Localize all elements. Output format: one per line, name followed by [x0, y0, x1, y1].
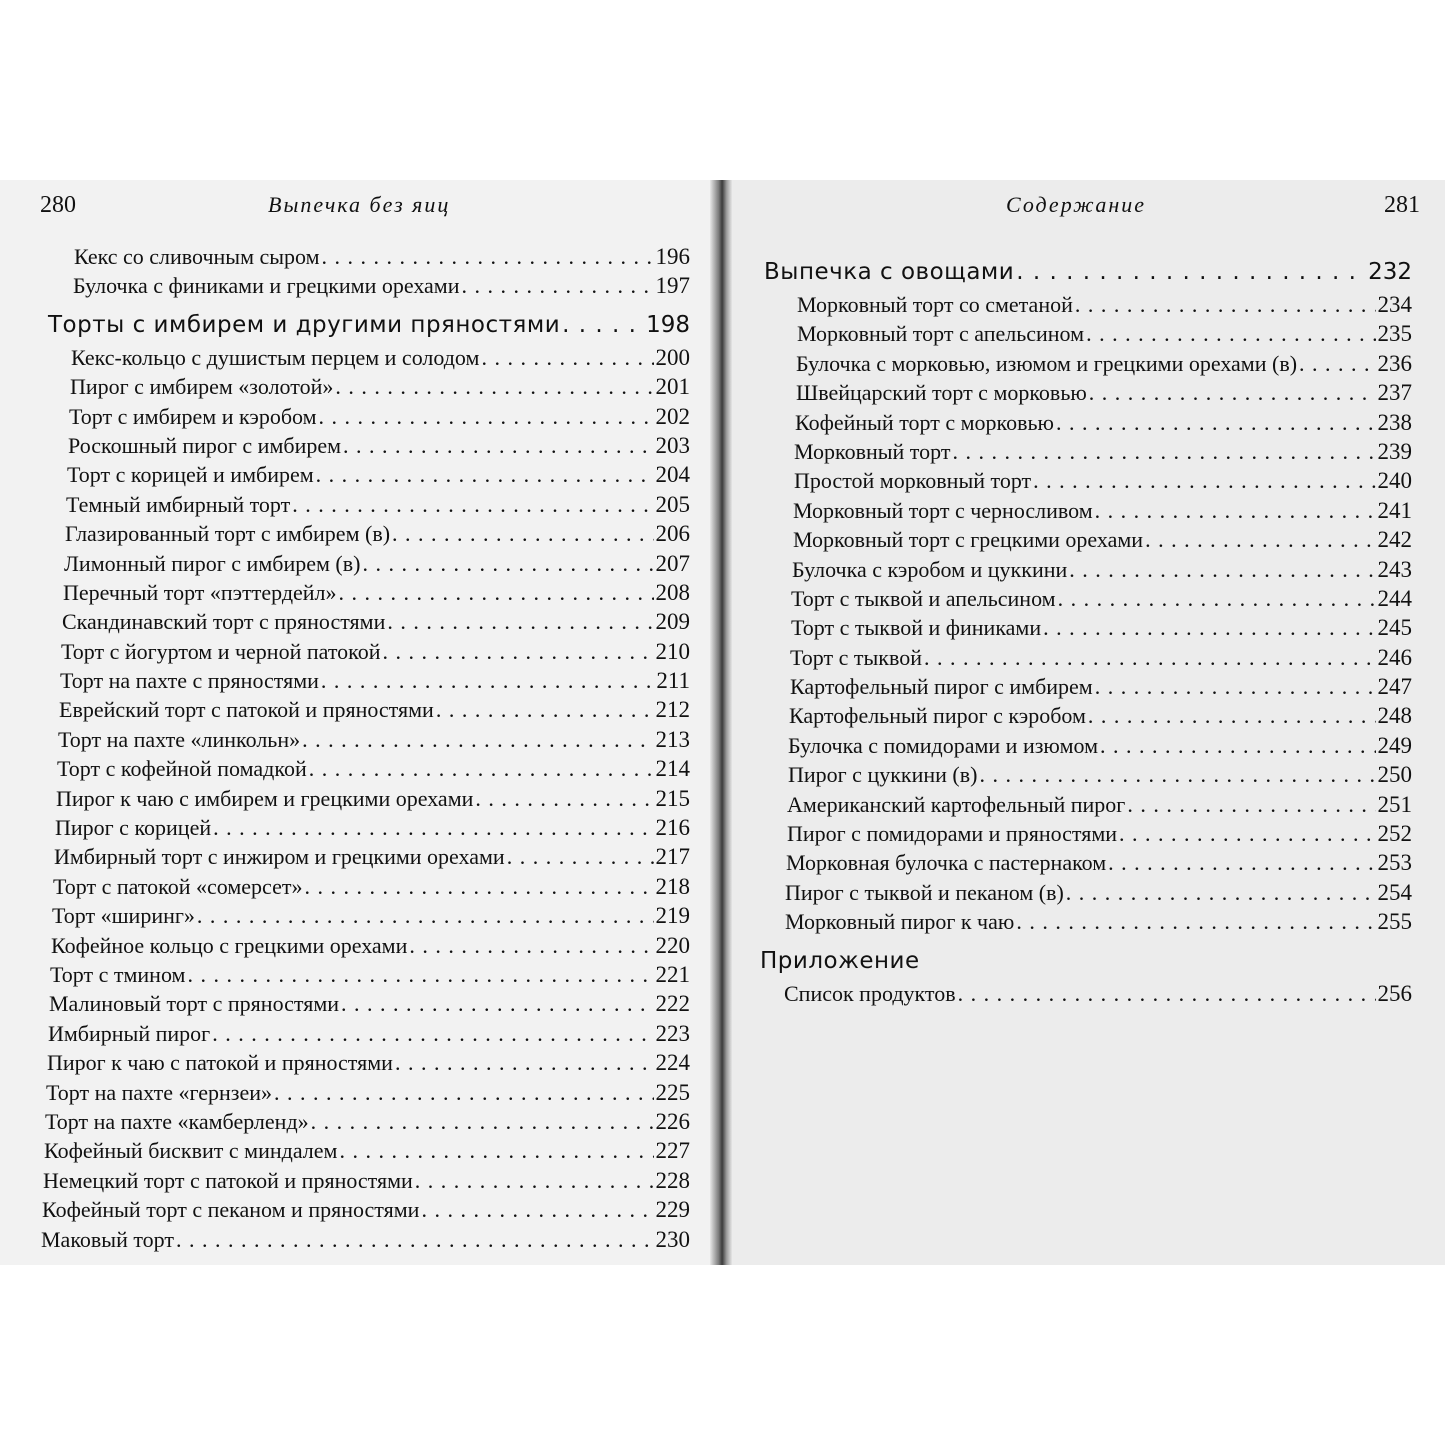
toc-entry [760, 408, 1412, 437]
toc-leader-dots [309, 754, 654, 783]
toc-leader-dots [1089, 378, 1376, 407]
toc-entry [0, 931, 690, 960]
toc-page-number: 248 [1377, 703, 1412, 729]
toc-page-number: 226 [655, 1108, 690, 1134]
toc-entry-title: Американский картофельный пирог [787, 791, 1126, 817]
toc-entry-title: Список продуктов [784, 980, 956, 1006]
toc-entry [760, 466, 1412, 495]
toc-leader-dots [212, 1019, 653, 1048]
toc-entry [0, 1195, 690, 1224]
toc-leader-dots [1058, 584, 1376, 613]
toc-entry [760, 613, 1412, 642]
toc-entry-title: Малиновый торт с пряностями [49, 991, 340, 1017]
toc-entry [0, 872, 690, 901]
toc-page-number: 204 [655, 462, 690, 488]
toc-page-number: 253 [1377, 850, 1412, 876]
toc-leader-dots [339, 1136, 653, 1165]
toc-entry [0, 1078, 690, 1107]
toc-entry [0, 431, 690, 460]
toc-leader-dots [362, 549, 653, 578]
toc-entry [0, 754, 690, 783]
left-folio: 280 [40, 192, 76, 218]
toc-entry [0, 1019, 690, 1048]
toc-entry [0, 549, 690, 578]
toc-leader-dots [409, 931, 653, 960]
toc-leader-dots [187, 960, 653, 989]
toc-entry-title: Картофельный пирог с кэробом [789, 703, 1086, 729]
toc-page-number: 217 [655, 844, 690, 870]
toc-entry-title: Торт с патокой «сомерсет» [53, 873, 303, 899]
toc-leader-dots [213, 813, 653, 842]
toc-leader-dots [1086, 319, 1375, 348]
toc-entry-title: Торт с корицей и имбирем [67, 462, 314, 488]
toc-entry-title: Булочка с помидорами и изюмом [788, 732, 1098, 758]
toc-page-number: 224 [655, 1050, 690, 1076]
toc-leader-dots [415, 1166, 654, 1195]
toc-entry-title: Имбирный пирог [48, 1020, 211, 1046]
toc-entry-title: Маковый торт [41, 1226, 174, 1252]
toc-entry-title: Кофейное кольцо с грецкими орехами [51, 932, 408, 958]
toc-leader-dots [924, 643, 1376, 672]
toc-leader-dots [321, 666, 654, 695]
toc-entry-title: Перечный торт «пэттердейл» [63, 579, 337, 605]
toc-entry [760, 437, 1412, 466]
toc-page-number: 206 [655, 521, 690, 547]
toc-entry-title: Роскошный пирог с имбирем [68, 432, 342, 458]
toc-entry-title: Кекс со сливочным сыром [74, 244, 320, 269]
toc-leader-dots [343, 431, 653, 460]
right-toc-list [760, 248, 1412, 1008]
toc-leader-dots [1043, 613, 1375, 642]
toc-page-number: 208 [655, 579, 690, 605]
toc-page-number: 246 [1377, 644, 1412, 670]
toc-entry [0, 637, 690, 666]
toc-entry-title: Морковная булочка с пастернаком [786, 850, 1107, 876]
toc-leader-dots [319, 402, 654, 431]
toc-entry-title: Кофейный торт с пеканом и пряностями [42, 1197, 420, 1223]
toc-leader-dots [335, 372, 653, 401]
toc-leader-dots [387, 607, 653, 636]
toc-entry [760, 790, 1412, 819]
toc-page-number: 214 [655, 756, 690, 782]
toc-entry-title: Скандинавский торт с пряностями [62, 609, 386, 635]
toc-page-number: 218 [655, 873, 690, 899]
toc-entry-title: Еврейский торт с патокой и пряностями [59, 697, 434, 723]
toc-page-number: 205 [655, 491, 690, 517]
book-gutter [710, 180, 732, 1265]
toc-entry [760, 701, 1412, 730]
toc-leader-dots [1056, 408, 1376, 437]
toc-page-number: 238 [1377, 409, 1412, 435]
toc-entry-title: Имбирный торт с инжиром и грецкими орехами [54, 844, 505, 870]
toc-entry [0, 460, 690, 489]
toc-entry-title: Кофейный бисквит с миндалем [44, 1138, 338, 1164]
toc-page-number: 212 [655, 697, 690, 723]
toc-leader-dots [1100, 731, 1376, 760]
right-folio: 281 [1384, 192, 1420, 218]
toc-leader-dots [197, 901, 654, 930]
toc-page-number: 235 [1377, 321, 1412, 347]
toc-page-number: 251 [1377, 791, 1412, 817]
toc-leader-dots [1127, 790, 1375, 819]
toc-leader-dots [421, 1195, 653, 1224]
toc-leader-dots [1069, 555, 1375, 584]
toc-leader-dots [958, 979, 1376, 1008]
toc-entry-title: Морковный торт с черносливом [793, 497, 1093, 523]
toc-entry-title: Картофельный пирог с имбирем [790, 674, 1093, 700]
toc-entry [760, 643, 1412, 672]
toc-entry-title: Пирог с помидорами и пряностями [787, 821, 1118, 847]
toc-entry-title: Темный имбирный торт [66, 491, 291, 517]
toc-page-number: 241 [1377, 497, 1412, 523]
toc-page-number: 236 [1377, 350, 1412, 376]
toc-entry [0, 1225, 690, 1254]
toc-page-number: 210 [655, 638, 690, 664]
toc-entry-title: Пирог с тыквой и пеканом (в) [785, 879, 1064, 905]
toc-leader-dots [475, 784, 653, 813]
toc-entry-title: Морковный торт с грецкими орехами [793, 527, 1144, 553]
toc-page-number: 202 [655, 403, 690, 429]
toc-leader-dots [383, 637, 654, 666]
toc-page-number: 197 [655, 273, 690, 299]
toc-page-number: 232 [1368, 259, 1412, 285]
toc-entry-title: Кофейный торт с морковью [795, 409, 1054, 435]
toc-page-number: 222 [655, 991, 690, 1017]
toc-entry [760, 349, 1412, 378]
toc-leader-dots [1016, 907, 1375, 936]
toc-leader-dots [1145, 525, 1375, 554]
toc-leader-dots [302, 725, 653, 754]
toc-page-number: 196 [655, 244, 690, 269]
toc-entry [760, 731, 1412, 760]
toc-entry-title: Булочка с кэробом и цуккини [792, 556, 1068, 582]
toc-entry [760, 907, 1412, 936]
toc-page-number: 245 [1377, 615, 1412, 641]
toc-entry [0, 607, 690, 636]
toc-entry-title: Торт с имбирем и кэробом [69, 403, 317, 429]
toc-leader-dots [1299, 349, 1375, 378]
toc-page-number: 211 [656, 668, 690, 694]
toc-entry [760, 760, 1412, 789]
toc-entry [760, 848, 1412, 877]
toc-leader-dots [1075, 290, 1376, 319]
toc-entry [0, 725, 690, 754]
toc-leader-dots [339, 578, 654, 607]
toc-leader-dots [979, 760, 1375, 789]
toc-entry [760, 819, 1412, 848]
toc-entry [0, 1166, 690, 1195]
toc-leader-dots [1066, 878, 1376, 907]
toc-entry [0, 666, 690, 695]
toc-leader-dots [462, 271, 654, 300]
toc-entry [760, 319, 1412, 348]
toc-leader-dots [952, 437, 1375, 466]
toc-page-number: 250 [1377, 762, 1412, 788]
toc-page-number: 242 [1377, 527, 1412, 553]
toc-entry-title: Торт на пахте «линкольн» [58, 726, 301, 752]
toc-entry-title: Выпечка с овощами [764, 259, 1015, 285]
toc-entry [760, 378, 1412, 407]
toc-entry-title: Торт с йогуртом и черной патокой [61, 638, 381, 664]
toc-page-number: 249 [1377, 732, 1412, 758]
toc-leader-dots [292, 490, 653, 519]
toc-leader-dots [507, 842, 654, 871]
toc-entry [0, 695, 690, 724]
toc-page-number: 207 [655, 550, 690, 576]
toc-page-number: 247 [1377, 674, 1412, 700]
toc-page-number: 254 [1377, 879, 1412, 905]
toc-entry-title: Булочка с морковью, изюмом и грецкими орехами (в) [796, 350, 1298, 376]
toc-page-number: 203 [655, 432, 690, 458]
toc-page-number: 230 [655, 1226, 690, 1252]
toc-page-number: 215 [655, 785, 690, 811]
toc-page-number: 256 [1377, 980, 1412, 1006]
toc-leader-dots [341, 989, 653, 1018]
toc-entry [760, 584, 1412, 613]
book-spread [0, 180, 1445, 1265]
toc-leader-dots [311, 1107, 654, 1136]
toc-entry-title: Простой морковный торт [794, 468, 1032, 494]
toc-page-number: 227 [655, 1138, 690, 1164]
left-toc-list [0, 242, 690, 1254]
toc-entry-title: Морковный торт с апельсином [797, 321, 1085, 347]
toc-leader-dots [1016, 254, 1366, 290]
toc-entry [760, 496, 1412, 525]
toc-entry-title: Пирог к чаю с патокой и пряностями [47, 1050, 393, 1076]
toc-page-number: 221 [655, 961, 690, 987]
toc-entry [0, 842, 690, 871]
toc-leader-dots [1108, 848, 1375, 877]
toc-page-number: 240 [1377, 468, 1412, 494]
toc-leader-dots [392, 519, 653, 548]
right-page [722, 180, 1445, 1265]
toc-entry-title: Торт с тмином [50, 961, 186, 987]
toc-entry [0, 784, 690, 813]
toc-leader-dots [1088, 701, 1376, 730]
toc-page-number: 216 [655, 815, 690, 841]
toc-leader-dots [176, 1225, 654, 1254]
toc-page-number: 229 [655, 1197, 690, 1223]
toc-page-number: 223 [655, 1020, 690, 1046]
toc-entry [760, 979, 1412, 1008]
toc-entry-title: Морковный пирог к чаю [785, 909, 1015, 935]
toc-leader-dots [562, 307, 644, 343]
toc-entry [0, 813, 690, 842]
toc-leader-dots [1033, 466, 1375, 495]
toc-entry-title: Торт на пахте «гернзеи» [46, 1079, 273, 1105]
left-running-head: Выпечка без яиц [268, 192, 451, 217]
toc-entry-title: Лимонный пирог с имбирем (в) [64, 550, 361, 576]
toc-page-number: 219 [655, 903, 690, 929]
left-page [0, 180, 718, 1265]
toc-page-number: 234 [1377, 292, 1412, 317]
toc-entry [0, 271, 690, 300]
toc-page-number: 255 [1377, 909, 1412, 935]
toc-leader-dots [322, 242, 654, 271]
toc-entry-title: Торт с кофейной помадкой [57, 756, 307, 782]
toc-entry [760, 555, 1412, 584]
toc-entry-title: Пирог с корицей [55, 815, 212, 841]
toc-entry-title: Торт с тыквой и финиками [791, 615, 1042, 641]
toc-entry [0, 372, 690, 401]
toc-page-number: 201 [655, 374, 690, 400]
toc-page-number: 209 [655, 609, 690, 635]
toc-entry-title: Торт на пахте с пряностями [60, 668, 319, 694]
toc-entry-title: Пирог с цуккини (в) [788, 762, 978, 788]
toc-leader-dots [274, 1078, 653, 1107]
toc-page-number: 228 [655, 1167, 690, 1193]
toc-entry [760, 672, 1412, 701]
toc-page-number: 237 [1377, 380, 1412, 406]
toc-page-number: 244 [1377, 585, 1412, 611]
toc-leader-dots [1095, 496, 1376, 525]
toc-entry [0, 960, 690, 989]
toc-page-number: 243 [1377, 556, 1412, 582]
toc-entry-title: Торт «ширинг» [52, 903, 195, 929]
toc-leader-dots [1119, 819, 1375, 848]
toc-entry [0, 242, 690, 271]
toc-entry-title: Торты с имбирем и другими пряностями [48, 311, 561, 338]
toc-leader-dots [395, 1048, 654, 1077]
toc-leader-dots [304, 872, 653, 901]
toc-page-number: 252 [1377, 821, 1412, 847]
toc-entry [0, 519, 690, 548]
toc-entry-title: Булочка с финиками и грецкими орехами [73, 273, 460, 299]
toc-entry [0, 1048, 690, 1077]
toc-entry-title: Торт с тыквой и апельсином [791, 585, 1056, 611]
toc-entry [0, 1136, 690, 1165]
toc-section-heading [760, 943, 1412, 979]
toc-entry [0, 402, 690, 431]
toc-entry-title: Немецкий торт с патокой и пряностями [43, 1167, 413, 1193]
right-running-head: Содержание [1006, 192, 1147, 217]
toc-leader-dots [481, 343, 653, 372]
toc-page-number: 198 [646, 311, 690, 338]
toc-entry [0, 578, 690, 607]
toc-entry-title: Торт с тыквой [790, 644, 922, 670]
toc-entry [0, 901, 690, 930]
toc-entry-title: Кекс-кольцо с душистым перцем и солодом [71, 344, 480, 370]
toc-entry [0, 989, 690, 1018]
toc-entry [0, 1107, 690, 1136]
toc-section-heading [760, 254, 1412, 290]
toc-entry-title: Пирог с имбирем «золотой» [70, 374, 334, 400]
toc-leader-dots [316, 460, 654, 489]
toc-entry-title: Торт на пахте «камберленд» [45, 1108, 309, 1134]
toc-entry-title: Приложение [760, 947, 920, 974]
toc-entry-title: Морковный торт со сметаной [797, 292, 1073, 317]
toc-entry-title: Морковный торт [794, 438, 951, 464]
toc-page-number: 213 [655, 726, 690, 752]
toc-entry-title: Глазированный торт с имбирем (в) [65, 521, 391, 547]
toc-entry [760, 290, 1412, 319]
toc-entry [0, 343, 690, 372]
toc-page-number: 200 [655, 344, 690, 370]
toc-page-number: 239 [1377, 438, 1412, 464]
toc-section-heading [0, 307, 690, 343]
toc-leader-dots [436, 695, 654, 724]
toc-entry [0, 490, 690, 519]
toc-entry [760, 525, 1412, 554]
toc-entry [760, 878, 1412, 907]
toc-entry-title: Пирог к чаю с имбирем и грецкими орехами [56, 785, 474, 811]
toc-entry-title: Швейцарский торт с морковью [796, 380, 1087, 406]
toc-page-number: 220 [655, 932, 690, 958]
toc-leader-dots [1095, 672, 1376, 701]
toc-page-number: 225 [655, 1079, 690, 1105]
